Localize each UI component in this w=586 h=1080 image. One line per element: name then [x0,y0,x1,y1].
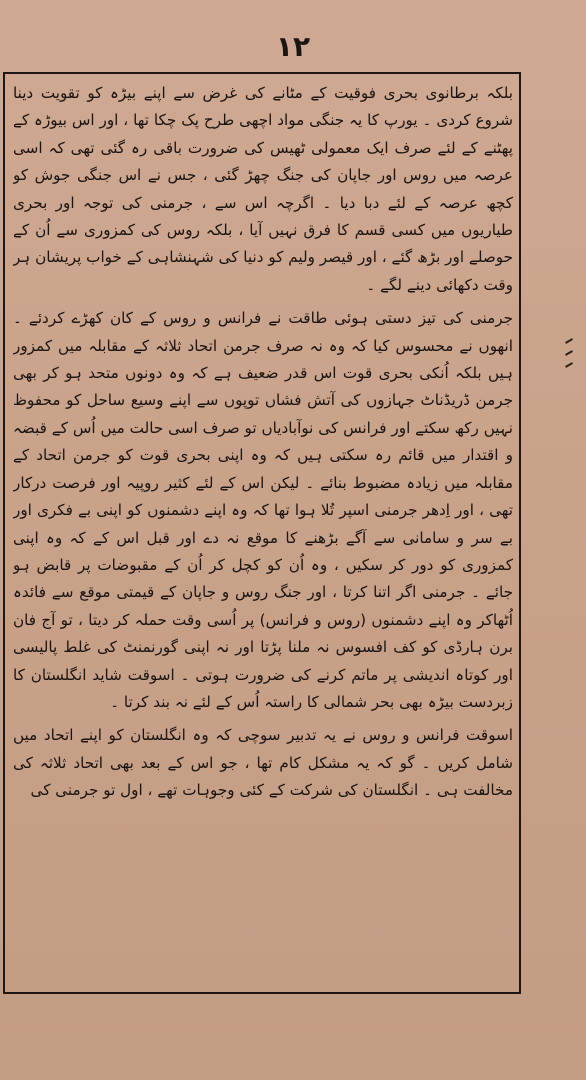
paragraph-3: اسوقت فرانس و روس نے یہ تدبیر سوچی کہ وہ انگلستان کو اپنے اتحاد میں شامل کریں ۔ گو کہ یہ مشکل کام تھا ، جو اس کے بعد بھی اتحاد ثلاثہ کی مخالفت ہی ۔ انگلستان کی شرکت کے کئی وجوہات تھے ، اول تو جرمنی کی [13,726,513,800]
margin-mark [565,350,573,356]
body-text [13,80,513,988]
text-frame [3,72,521,994]
paragraph-2: جرمنی کی تیز دستی ہوئی طاقت نے فرانس و روس کے کان کھڑے کردئے ۔ انھوں نے محسوس کیا کہ وہ نہ صرف جرمن اتحاد ثلاثہ کے مقابلہ میں کمزور ہیں بلکہ اُنکی بحری قوت اس قدر ضعیف ہے کہ وہ دونوں متحد ہو کر بھی جرمن ڈریڈناٹ جہازوں کی آتش فشاں توپوں سے اپنے وسیع ساحل کو محفوظ نہیں رکھ سکتے اور فرانس کی نوآبادیاں تو صرف اسی حالت میں اُس کے قبضہ و اقتدار میں قائم رہ سکتی ہیں کہ وہ اپنی بحری قوت کو جرمن اتحاد کے مقابلہ میں زیادہ مضبوط بنائے ۔ لیکن اس کے لئے کثیر روپیہ اور فرصت درکار تھی ، اور اِدھر جرمنی اسپر تُلا ہوا تھا کہ وہ اپنے دشمنوں کو اپنی بے فکری اور بے سر و سامانی سے آگے بڑھنے کا موقع نہ دے اور قبل اس کے کہ وہ اپنی کمزوری کو دور کر سکیں ، وہ اُن کو کچل کر اُن کے مقبوضات پر قابض ہو جائے ۔ جرمنی اگر اتنا کرتا ، اور جنگ روس و جاپان کے قیمتی موقع سے فائدہ اُٹھاکر وہ اپنے دشمنوں (روس و فرانس) پر اُسی وقت حملہ کر دیتا ، تو آج فان برن ہارڈی کو کف افسوس نہ ملنا پڑتا اور نہ اپنی گورنمنٹ کی غلط پالیسی اور کوتاہ اندیشی پر ماتم کرنے کی ضرورت ہوتی ۔ اسوقت شاید انگلستان کا زبردست بیڑہ بھی بحر شمالی کا راستہ اُس کے لئے نہ بند کرتا ۔ [13,309,513,711]
margin-marks [565,330,585,410]
margin-mark [565,362,573,368]
paragraph-1: بلکہ برطانوی بحری فوقیت کے مٹانے کی غرض سے اپنے بیڑہ کو تقویت دینا شروع کردی ۔ یورپ کا یہ جنگی مواد اچھی طرح پک چکا تھا ، اور اس بیوڑہ کے پھٹنے کے لئے صرف ایک معمولی ٹھیس کی ضرورت باقی رہ گئی تھی کہ اسی عرصہ میں روس اور جاپان کی جنگ چھڑ گئی ، جس نے اس جنگی جوش کو کچھ عرصہ کے لئے دبا دیا ۔ اگرچہ اس سے ، جرمنی کی توجہ اور بحری طیاریوں میں کسی قسم کا فرق نہیں آیا ، بلکہ روس کی کمزوری سے اُن کے حوصلے اور بڑھ گئے ، اور قیصر ولیم کو دنیا کی شہنشاہی کے خواب پریشان ہر وقت دکھائی دینے لگے ۔ [13,84,513,294]
page-number: ۱۲ [275,30,311,63]
margin-mark [565,338,573,344]
